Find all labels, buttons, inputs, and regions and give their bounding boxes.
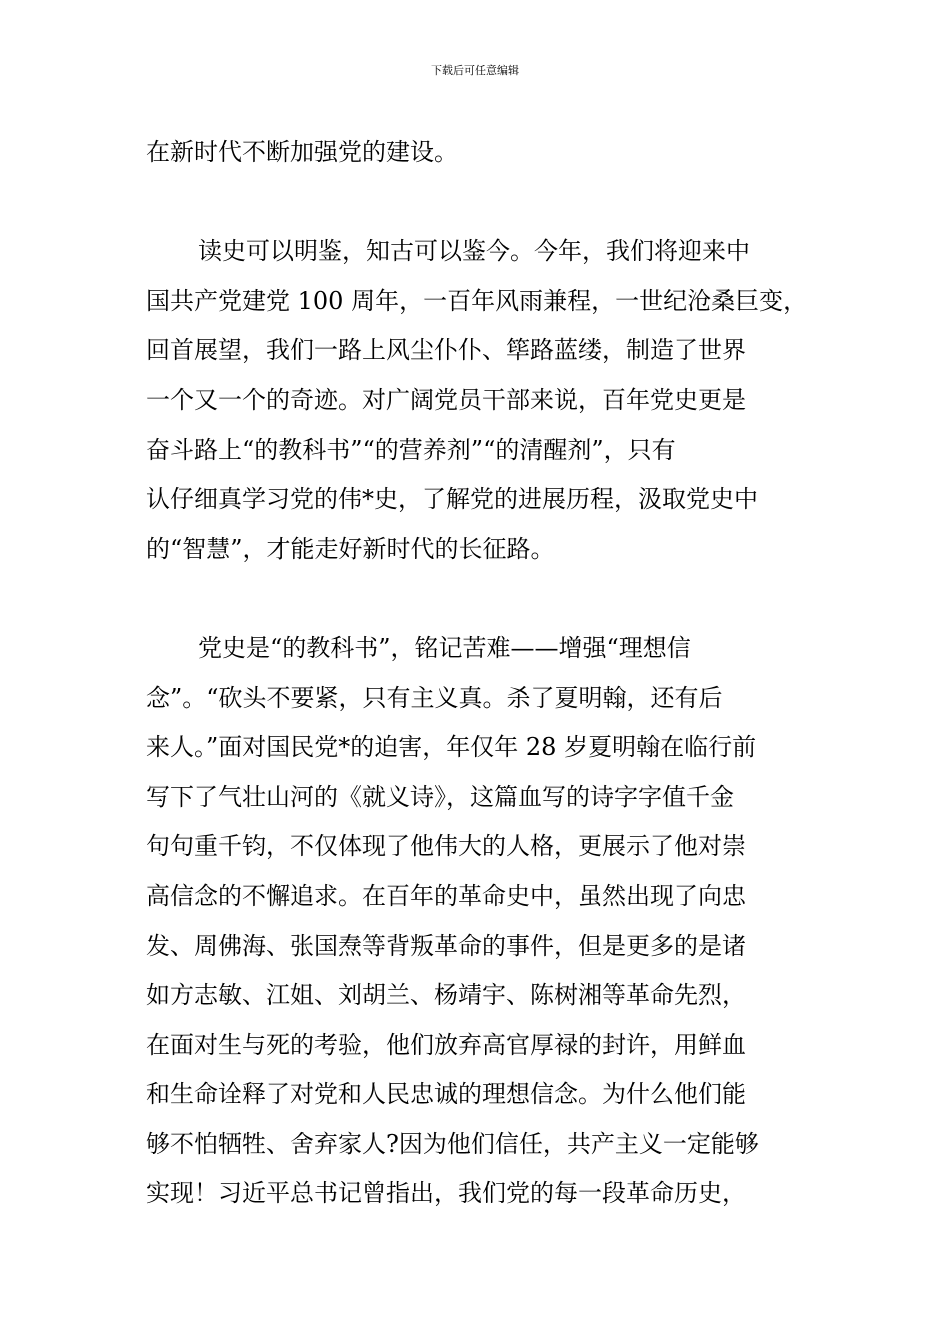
text-line: 念”。“砍头不要紧，只有主义真。杀了夏明翰，还有后	[146, 683, 723, 712]
paragraph-gap	[146, 574, 811, 624]
text-line: 句句重千钧，不仅体现了他伟大的人格，更展示了他对崇	[146, 832, 746, 861]
paragraph-1	[146, 128, 811, 178]
document-body	[146, 128, 811, 1219]
text-line: 党史是“的教科书”，铭记苦难——增强“理想信	[198, 633, 691, 662]
paragraph-3	[146, 624, 811, 1219]
text-line: 一个又一个的奇迹。对广阔党员干部来说，百年党史更是	[146, 385, 746, 414]
text-line: 来人。”面对国民党*的迫害，年仅年 28 岁夏明翰在临行前	[146, 733, 757, 762]
text-line: 高信念的不懈追求。在百年的革命史中，虽然出现了向忠	[146, 881, 746, 910]
paragraph-gap	[146, 178, 811, 228]
text-line: 和生命诠释了对党和人民忠诚的理想信念。为什么他们能	[146, 1080, 746, 1109]
text-line: 写下了气壮山河的《就义诗》，这篇血写的诗字字值千金	[146, 782, 734, 811]
text-line: 实现！习近平总书记曾指出，我们党的每一段革命历史，	[146, 1179, 746, 1208]
text-line: 在面对生与死的考验，他们放弃高官厚禄的封许，用鲜血	[146, 1030, 746, 1059]
text-line: 认仔细真学习党的伟*史，了解党的进展历程，汲取党史中	[146, 485, 758, 514]
text-line: 回首展望，我们一路上风尘仆仆、筚路蓝缕，制造了世界	[146, 336, 746, 365]
text-line: 发、周佛海、张国焘等背叛革命的事件，但是更多的是诸	[146, 931, 746, 960]
text-line: 奋斗路上“的教科书”“的营养剂”“的清醒剂”，只有	[146, 435, 676, 464]
page-header: 下载后可任意编辑	[431, 64, 519, 77]
text-line: 如方志敏、江姐、刘胡兰、杨靖宇、陈树湘等革命先烈，	[146, 981, 746, 1010]
text-line: 在新时代不断加强党的建设。	[146, 138, 458, 166]
text-line: 够不怕牺牲、舍弃家人?因为他们信任，共产主义一定能够	[146, 1129, 759, 1158]
text-line: 国共产党建党 100 周年，一百年风雨兼程，一世纪沧桑巨变，	[146, 286, 808, 315]
paragraph-2	[146, 227, 811, 574]
text-line: 读史可以明鉴，知古可以鉴今。今年，我们将迎来中	[198, 237, 750, 266]
text-line: 的“智慧”，才能走好新时代的长征路。	[146, 534, 555, 563]
